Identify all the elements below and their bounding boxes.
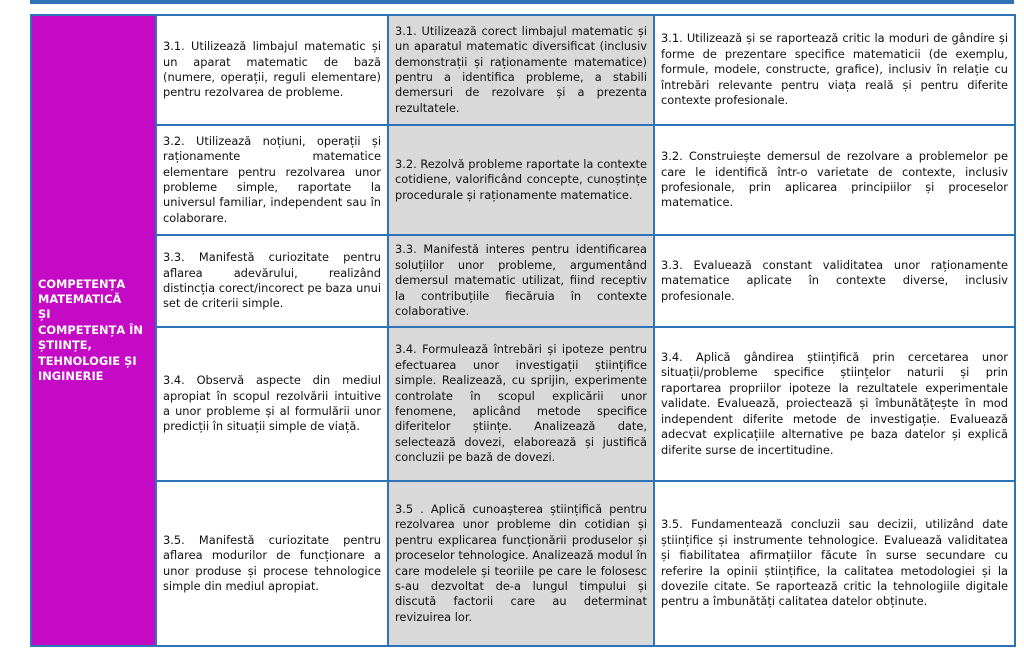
area-line: COMPETENȚA ÎN bbox=[38, 322, 143, 337]
table-row bbox=[31, 235, 1015, 327]
table-row bbox=[31, 327, 1015, 481]
level1-cell bbox=[156, 327, 388, 481]
level2-cell bbox=[388, 481, 654, 646]
level3-cell bbox=[654, 235, 1015, 327]
competence-text: 3.4. Formulează întrebări și ipoteze pentru efectuarea unor investigații științifice simple. Realizează, cu sprijin, experimente controlate în scopul explicării unor fenomene, aplicând metode specifice diferitelor științe. Analizează date, selectează dovezi, elaborează și justifică concluzii pe bază de dovezi. bbox=[395, 342, 647, 465]
competence-text: 3.3. Manifestă interes pentru identificarea soluțiilor unor probleme, argumentând demersul matematic utilizat, fiind receptiv la contribuțiile fiecăruia în contexte colaborative. bbox=[395, 242, 647, 319]
level2-cell bbox=[388, 15, 654, 125]
competence-text: 3.4. Observă aspecte din mediul apropiat în scopul rezolvării intuitive a unor probleme și al formulării unor predicții în situații simple de viață. bbox=[163, 373, 381, 434]
level1-cell bbox=[156, 15, 388, 125]
competence-text: 3.1. Utilizează și se raportează critic la moduri de gândire și forme de prezentare specifice matematicii (de exemplu, formule, modele, constructe, grafice), inclusiv în relație cu întrebări relevante pentru viața reală și pentru diferite contexte profesionale. bbox=[661, 31, 1008, 108]
area-line: COMPETENȚA bbox=[38, 276, 126, 291]
area-line: ȘI bbox=[38, 307, 51, 322]
level3-cell bbox=[654, 481, 1015, 646]
competence-text: 3.5. Fundamentează concluzii sau decizii, utilizând date științifice și instrumente tehnologice. Evaluează validitatea și fiabilitatea afirmațiilor făcute în surse secundare cu referire la opinii științifice, la calitatea metodologiei și la dovezile citate. Se raportează critic la tehnologiile digitale pentru a îmbunătăți calitatea datelor obținute. bbox=[661, 517, 1008, 609]
competence-text: 3.2. Construiește demersul de rezolvare a problemelor pe care le identifică într-o varietate de contexte, inclusiv profesionale, prin aplicarea principiilor și proceselor matematice. bbox=[661, 149, 1008, 210]
level2-cell bbox=[388, 125, 654, 235]
competence-text: 3.3. Evaluează constant validitatea unor raționamente matematice aplicate în contexte diverse, inclusiv profesionale. bbox=[661, 257, 1008, 303]
level1-cell bbox=[156, 481, 388, 646]
competence-text: 3.5 . Aplică cunoașterea științifică pentru rezolvarea unor probleme din cotidian și pentru explicarea funcționării produselor și proceselor tehnologice. Analizează modul în care modelele și teoriile pe care le folosesc s-au dezvoltat de-a lungul timpului și discută factorii care au determinat revizuirea lor. bbox=[395, 501, 647, 624]
competence-text: 3.1. Utilizează limbajul matematic și un aparat matematic de bază (numere, operații, reguli elementare) pentru rezolvarea de probleme. bbox=[163, 39, 381, 100]
competence-area-cell bbox=[31, 15, 156, 646]
level2-cell bbox=[388, 327, 654, 481]
table-row bbox=[31, 15, 1015, 125]
competence-text: 3.5. Manifestă curiozitate pentru aflarea modurilor de funcționare a unor produse și procese tehnologice simple din mediul apropiat. bbox=[163, 532, 381, 593]
area-line: ȘTIINȚE, bbox=[38, 338, 92, 353]
level3-cell bbox=[654, 125, 1015, 235]
level3-cell bbox=[654, 327, 1015, 481]
top-border bbox=[30, 0, 1014, 4]
level1-cell bbox=[156, 125, 388, 235]
table-row bbox=[31, 481, 1015, 646]
competence-text: 3.1. Utilizează corect limbajul matematic și un aparatul matematic diversificat (inclusiv demonstrații și raționamente matematice) pentru a identifica probleme, a stabili demersuri de rezolvare și a prezenta rezultatele. bbox=[395, 23, 647, 115]
competence-table bbox=[30, 14, 1016, 647]
competence-text: 3.2. Rezolvă probleme raportate la contexte cotidiene, valorificând concepte, cunoștințe procedurale și raționamente matematice. bbox=[395, 156, 647, 202]
level2-cell bbox=[388, 235, 654, 327]
area-line: TEHNOLOGIE ȘI bbox=[38, 353, 137, 368]
competence-text: 3.4. Aplică gândirea științifică prin cercetarea unor situații/probleme specifice științelor naturii și prin raportarea propriilor ipoteze la rezultatele experimentale validate. Evaluează, proiectează și îmbunătățește în mod independent diferite metode de investigație. Evaluează adecvat explicațiile alternative pe baza datelor și explică diferite surse de incertitudine. bbox=[661, 350, 1008, 457]
competence-text: 3.3. Manifestă curiozitate pentru aflarea adevărului, realizând distincția corect/incorect pe baza unui set de criterii simple. bbox=[163, 250, 381, 311]
level1-cell bbox=[156, 235, 388, 327]
area-line: MATEMATICĂ bbox=[38, 291, 122, 306]
level3-cell bbox=[654, 15, 1015, 125]
table-row bbox=[31, 125, 1015, 235]
area-line: INGINERIE bbox=[38, 369, 104, 384]
competence-text: 3.2. Utilizează noțiuni, operații și raționamente matematice elementare pentru rezolvarea unor probleme simple, raportate la universul familiar, independent sau în colaborare. bbox=[163, 133, 381, 225]
